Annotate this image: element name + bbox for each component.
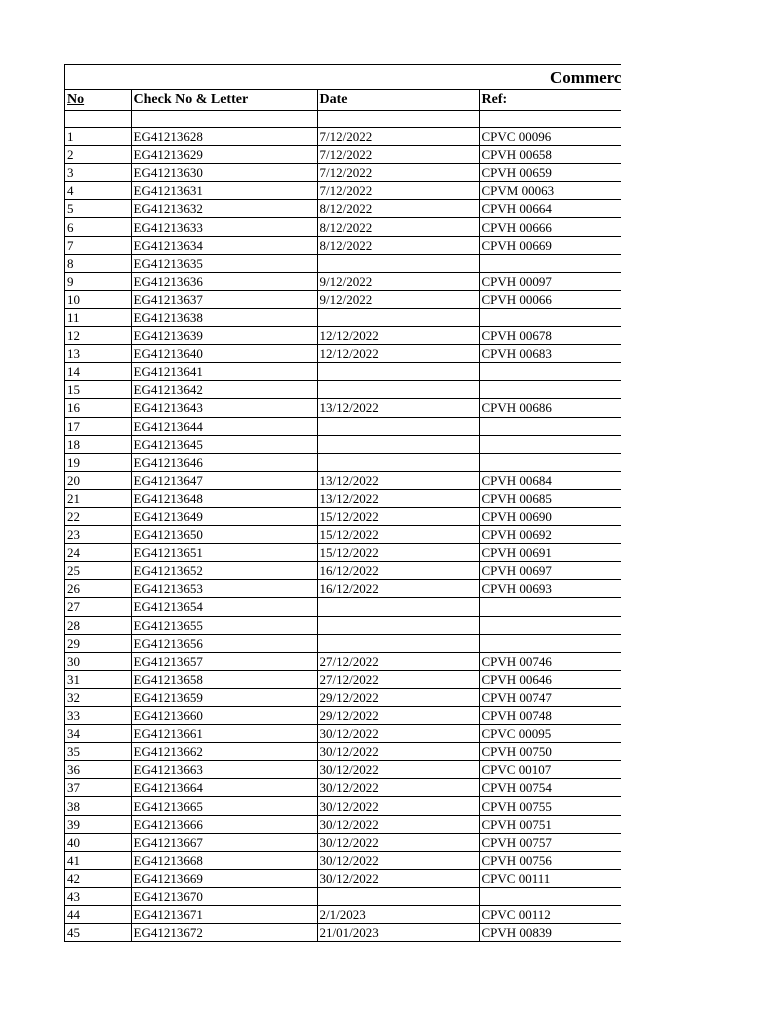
cell-ref[interactable]: CPVH 00754	[479, 779, 621, 797]
cell-check[interactable]: EG41213645	[131, 435, 317, 453]
cell-no[interactable]: 3	[65, 164, 131, 182]
cell-no[interactable]: 44	[65, 906, 131, 924]
cell-no[interactable]: 1	[65, 128, 131, 146]
table-row	[65, 453, 621, 471]
cell-check[interactable]: EG41213638	[131, 308, 317, 326]
cell-check[interactable]: EG41213665	[131, 797, 317, 815]
table-row	[65, 634, 621, 652]
cell-no[interactable]: 41	[65, 851, 131, 869]
table-row	[65, 670, 621, 688]
cell-check[interactable]: EG41213631	[131, 182, 317, 200]
cell-ref[interactable]: CPVM 00063	[479, 182, 621, 200]
table-row	[65, 200, 621, 218]
cell-no[interactable]: 8	[65, 254, 131, 272]
cell-date[interactable]: 7/12/2022	[317, 164, 479, 182]
table-row	[65, 471, 621, 489]
cell-ref[interactable]: CPVH 00697	[479, 562, 621, 580]
cell-date[interactable]: 30/12/2022	[317, 743, 479, 761]
cell-check[interactable]: EG41213654	[131, 598, 317, 616]
table-row	[65, 146, 621, 164]
cell-date[interactable]: 15/12/2022	[317, 507, 479, 525]
table-row	[65, 743, 621, 761]
cell-date[interactable]: 15/12/2022	[317, 544, 479, 562]
cell-check[interactable]: EG41213648	[131, 489, 317, 507]
cell-check[interactable]: EG41213650	[131, 526, 317, 544]
cell-date[interactable]	[317, 381, 479, 399]
cell-check[interactable]: EG41213632	[131, 200, 317, 218]
table-row	[65, 435, 621, 453]
cell-no[interactable]: 15	[65, 381, 131, 399]
table-row	[65, 616, 621, 634]
table-row	[65, 580, 621, 598]
cell-ref[interactable]	[479, 634, 621, 652]
cell-check[interactable]: EG41213666	[131, 815, 317, 833]
cell-date[interactable]: 30/12/2022	[317, 797, 479, 815]
cell-date[interactable]	[317, 453, 479, 471]
table-row	[65, 381, 621, 399]
cell-check[interactable]: EG41213656	[131, 634, 317, 652]
cell-ref[interactable]: CPVH 00746	[479, 652, 621, 670]
cell-date[interactable]: 30/12/2022	[317, 833, 479, 851]
cell-check[interactable]: EG41213664	[131, 779, 317, 797]
table-row	[65, 308, 621, 326]
cell-ref[interactable]	[479, 616, 621, 634]
cell-date[interactable]: 9/12/2022	[317, 290, 479, 308]
cell-check[interactable]: EG41213671	[131, 906, 317, 924]
cell-date[interactable]: 7/12/2022	[317, 128, 479, 146]
cell-check[interactable]: EG41213641	[131, 363, 317, 381]
table-row	[65, 489, 621, 507]
cell-no[interactable]: 30	[65, 652, 131, 670]
header-row	[65, 90, 621, 111]
cell-ref[interactable]: CPVH 00755	[479, 797, 621, 815]
table-row	[65, 869, 621, 887]
cell-ref[interactable]: CPVH 00685	[479, 489, 621, 507]
cell-check[interactable]: EG41213669	[131, 869, 317, 887]
cell-no[interactable]: 19	[65, 453, 131, 471]
cell-check[interactable]: EG41213663	[131, 761, 317, 779]
cell-check[interactable]: EG41213643	[131, 399, 317, 417]
cell-check[interactable]: EG41213628	[131, 128, 317, 146]
table-row	[65, 345, 621, 363]
cell-no[interactable]: 14	[65, 363, 131, 381]
cell-ref[interactable]: CPVH 00693	[479, 580, 621, 598]
cell-date[interactable]: 12/12/2022	[317, 327, 479, 345]
cell-date[interactable]: 15/12/2022	[317, 526, 479, 544]
cell-check[interactable]: EG41213633	[131, 218, 317, 236]
cell-check[interactable]: EG41213655	[131, 616, 317, 634]
table-row	[65, 887, 621, 905]
cell-date[interactable]	[317, 417, 479, 435]
cell-date[interactable]: 27/12/2022	[317, 670, 479, 688]
cell-no[interactable]: 36	[65, 761, 131, 779]
cell-no[interactable]: 26	[65, 580, 131, 598]
cell-ref[interactable]	[479, 887, 621, 905]
cell-date[interactable]: 8/12/2022	[317, 200, 479, 218]
table-row	[65, 924, 621, 942]
cell-date[interactable]: 30/12/2022	[317, 851, 479, 869]
cell-no[interactable]: 21	[65, 489, 131, 507]
cell-ref[interactable]: CPVH 00747	[479, 688, 621, 706]
table-row	[65, 327, 621, 345]
table-cell[interactable]	[131, 111, 317, 128]
cell-no[interactable]: 12	[65, 327, 131, 345]
cell-check[interactable]: EG41213651	[131, 544, 317, 562]
cell-ref[interactable]: CPVH 00669	[479, 236, 621, 254]
cell-check[interactable]: EG41213637	[131, 290, 317, 308]
cell-check[interactable]: EG41213658	[131, 670, 317, 688]
cell-ref[interactable]: CPVC 00095	[479, 725, 621, 743]
cell-date[interactable]: 30/12/2022	[317, 761, 479, 779]
cell-no[interactable]: 17	[65, 417, 131, 435]
cell-date[interactable]: 16/12/2022	[317, 562, 479, 580]
cell-check[interactable]: EG41213652	[131, 562, 317, 580]
cell-date[interactable]: 8/12/2022	[317, 218, 479, 236]
title-row	[65, 64, 621, 90]
cell-date[interactable]: 13/12/2022	[317, 489, 479, 507]
cell-ref[interactable]: CPVH 00659	[479, 164, 621, 182]
cell-check[interactable]: EG41213635	[131, 254, 317, 272]
cell-date[interactable]: 29/12/2022	[317, 688, 479, 706]
column-header-no[interactable]: No	[65, 90, 131, 111]
cell-ref[interactable]	[479, 417, 621, 435]
cell-date[interactable]: 7/12/2022	[317, 182, 479, 200]
table-cell[interactable]	[65, 111, 131, 128]
cell-check[interactable]: EG41213644	[131, 417, 317, 435]
cell-no[interactable]: 22	[65, 507, 131, 525]
cell-no[interactable]: 16	[65, 399, 131, 417]
cell-check[interactable]: EG41213642	[131, 381, 317, 399]
cell-ref[interactable]: CPVC 00111	[479, 869, 621, 887]
table-row	[65, 526, 621, 544]
cell-date[interactable]	[317, 363, 479, 381]
cell-date[interactable]	[317, 598, 479, 616]
cell-check[interactable]: EG41213639	[131, 327, 317, 345]
column-header-date[interactable]: Date	[317, 90, 479, 111]
cell-no[interactable]: 37	[65, 779, 131, 797]
table-cell[interactable]	[479, 111, 621, 128]
checks-table	[65, 90, 621, 942]
cell-check[interactable]: EG41213646	[131, 453, 317, 471]
cell-no[interactable]: 42	[65, 869, 131, 887]
cell-no[interactable]: 7	[65, 236, 131, 254]
cell-no[interactable]: 20	[65, 471, 131, 489]
cell-date[interactable]: 30/12/2022	[317, 725, 479, 743]
cell-check[interactable]: EG41213630	[131, 164, 317, 182]
table-row	[65, 218, 621, 236]
cell-date[interactable]	[317, 308, 479, 326]
table-row	[65, 164, 621, 182]
cell-check[interactable]: EG41213659	[131, 688, 317, 706]
cell-check[interactable]: EG41213636	[131, 272, 317, 290]
cell-date[interactable]: 30/12/2022	[317, 869, 479, 887]
cell-ref[interactable]	[479, 254, 621, 272]
column-header-ref[interactable]: Ref:	[479, 90, 621, 111]
cell-check[interactable]: EG41213649	[131, 507, 317, 525]
table-row	[65, 236, 621, 254]
table-row	[65, 833, 621, 851]
cell-ref[interactable]: CPVC 00112	[479, 906, 621, 924]
cell-check[interactable]: EG41213657	[131, 652, 317, 670]
table-row	[65, 562, 621, 580]
cell-ref[interactable]: CPVH 00692	[479, 526, 621, 544]
cell-no[interactable]: 39	[65, 815, 131, 833]
cell-date[interactable]: 12/12/2022	[317, 345, 479, 363]
table-row	[65, 363, 621, 381]
cell-no[interactable]: 43	[65, 887, 131, 905]
cell-date[interactable]	[317, 887, 479, 905]
table-row	[65, 906, 621, 924]
cell-no[interactable]: 45	[65, 924, 131, 942]
table-row	[65, 182, 621, 200]
table-row	[65, 707, 621, 725]
spreadsheet	[64, 64, 621, 942]
cell-no[interactable]: 6	[65, 218, 131, 236]
table-row	[65, 417, 621, 435]
cell-no[interactable]: 23	[65, 526, 131, 544]
blank-row	[65, 111, 621, 128]
sheet-title: Commerc	[550, 68, 621, 87]
table-row	[65, 779, 621, 797]
cell-date[interactable]: 13/12/2022	[317, 399, 479, 417]
cell-check[interactable]: EG41213629	[131, 146, 317, 164]
cell-ref[interactable]: CPVH 00686	[479, 399, 621, 417]
cell-check[interactable]: EG41213662	[131, 743, 317, 761]
cell-date[interactable]: 16/12/2022	[317, 580, 479, 598]
cell-date[interactable]: 7/12/2022	[317, 146, 479, 164]
cell-ref[interactable]: CPVH 00646	[479, 670, 621, 688]
table-row	[65, 290, 621, 308]
cell-no[interactable]: 33	[65, 707, 131, 725]
cell-ref[interactable]: CPVC 00096	[479, 128, 621, 146]
cell-ref[interactable]: CPVH 00684	[479, 471, 621, 489]
cell-ref[interactable]	[479, 363, 621, 381]
table-row	[65, 761, 621, 779]
cell-ref[interactable]: CPVH 00690	[479, 507, 621, 525]
cell-no[interactable]: 38	[65, 797, 131, 815]
table-row	[65, 254, 621, 272]
table-row	[65, 507, 621, 525]
cell-date[interactable]: 29/12/2022	[317, 707, 479, 725]
cell-ref[interactable]: CPVC 00107	[479, 761, 621, 779]
cell-no[interactable]: 13	[65, 345, 131, 363]
table-row	[65, 797, 621, 815]
table-row	[65, 128, 621, 146]
cell-no[interactable]: 18	[65, 435, 131, 453]
cell-check[interactable]: EG41213634	[131, 236, 317, 254]
cell-ref[interactable]: CPVH 00066	[479, 290, 621, 308]
cell-ref[interactable]: CPVH 00750	[479, 743, 621, 761]
cell-check[interactable]: EG41213670	[131, 887, 317, 905]
table-row	[65, 688, 621, 706]
table-row	[65, 598, 621, 616]
column-header-check[interactable]: Check No & Letter	[131, 90, 317, 111]
cell-ref[interactable]	[479, 381, 621, 399]
cell-no[interactable]: 34	[65, 725, 131, 743]
cell-check[interactable]: EG41213647	[131, 471, 317, 489]
table-row	[65, 399, 621, 417]
table-row	[65, 544, 621, 562]
cell-check[interactable]: EG41213672	[131, 924, 317, 942]
cell-ref[interactable]: CPVH 00751	[479, 815, 621, 833]
cell-no[interactable]: 2	[65, 146, 131, 164]
cell-ref[interactable]: CPVH 00683	[479, 345, 621, 363]
cell-no[interactable]: 35	[65, 743, 131, 761]
cell-ref[interactable]: CPVH 00691	[479, 544, 621, 562]
cell-no[interactable]: 25	[65, 562, 131, 580]
cell-no[interactable]: 32	[65, 688, 131, 706]
cell-ref[interactable]: CPVH 00666	[479, 218, 621, 236]
cell-ref[interactable]	[479, 308, 621, 326]
table-row	[65, 652, 621, 670]
cell-date[interactable]	[317, 616, 479, 634]
cell-no[interactable]: 24	[65, 544, 131, 562]
cell-date[interactable]: 27/12/2022	[317, 652, 479, 670]
cell-date[interactable]: 8/12/2022	[317, 236, 479, 254]
cell-ref[interactable]: CPVH 00756	[479, 851, 621, 869]
cell-no[interactable]: 9	[65, 272, 131, 290]
cell-no[interactable]: 11	[65, 308, 131, 326]
table-cell[interactable]	[317, 111, 479, 128]
cell-no[interactable]: 4	[65, 182, 131, 200]
table-row	[65, 851, 621, 869]
cell-no[interactable]: 27	[65, 598, 131, 616]
cell-no[interactable]: 29	[65, 634, 131, 652]
cell-date[interactable]: 21/01/2023	[317, 924, 479, 942]
cell-no[interactable]: 5	[65, 200, 131, 218]
cell-check[interactable]: EG41213640	[131, 345, 317, 363]
cell-no[interactable]: 10	[65, 290, 131, 308]
cell-ref[interactable]	[479, 453, 621, 471]
cell-date[interactable]	[317, 435, 479, 453]
cell-ref[interactable]: CPVH 00757	[479, 833, 621, 851]
table-row	[65, 272, 621, 290]
cell-ref[interactable]: CPVH 00839	[479, 924, 621, 942]
cell-ref[interactable]: CPVH 00664	[479, 200, 621, 218]
cell-date[interactable]: 2/1/2023	[317, 906, 479, 924]
cell-date[interactable]: 13/12/2022	[317, 471, 479, 489]
cell-date[interactable]	[317, 634, 479, 652]
cell-check[interactable]: EG41213653	[131, 580, 317, 598]
cell-date[interactable]: 30/12/2022	[317, 779, 479, 797]
table-row	[65, 725, 621, 743]
cell-no[interactable]: 31	[65, 670, 131, 688]
cell-ref[interactable]: CPVH 00678	[479, 327, 621, 345]
cell-ref[interactable]	[479, 435, 621, 453]
cell-check[interactable]: EG41213660	[131, 707, 317, 725]
cell-ref[interactable]: CPVH 00748	[479, 707, 621, 725]
table-row	[65, 815, 621, 833]
cell-date[interactable]	[317, 254, 479, 272]
cell-no[interactable]: 28	[65, 616, 131, 634]
cell-date[interactable]: 30/12/2022	[317, 815, 479, 833]
cell-check[interactable]: EG41213667	[131, 833, 317, 851]
cell-check[interactable]: EG41213661	[131, 725, 317, 743]
cell-ref[interactable]: CPVH 00658	[479, 146, 621, 164]
cell-ref[interactable]	[479, 598, 621, 616]
cell-check[interactable]: EG41213668	[131, 851, 317, 869]
cell-date[interactable]: 9/12/2022	[317, 272, 479, 290]
cell-ref[interactable]: CPVH 00097	[479, 272, 621, 290]
cell-no[interactable]: 40	[65, 833, 131, 851]
